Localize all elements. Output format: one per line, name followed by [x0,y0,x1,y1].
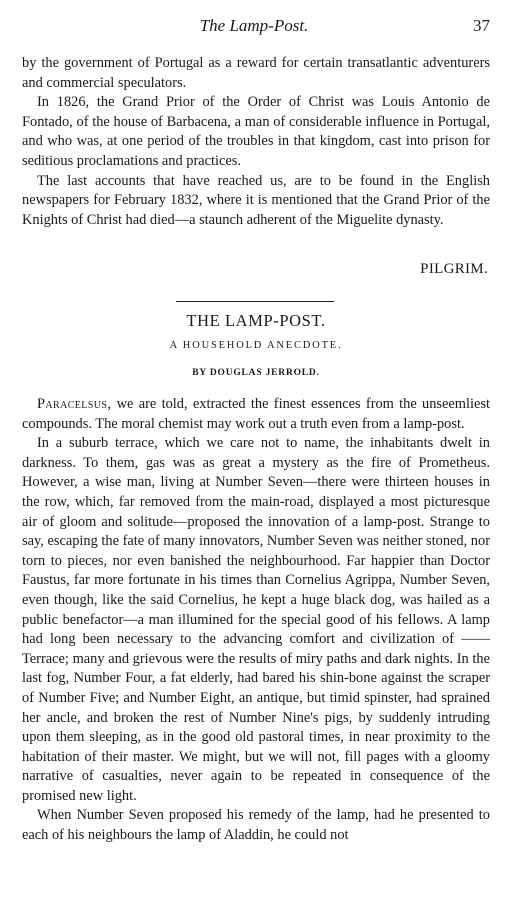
article-byline: BY DOUGLAS JERROLD. [192,368,320,378]
page-number: 37 [473,16,490,35]
article-subtitle: A HOUSEHOLD ANECDOTE. [169,340,343,351]
article-text [22,395,490,846]
paragraph: The last accounts that have reached us, are to be found in the English newspapers for February 1832, where it is mentioned that the Grand Prior of the Knights of Christ had died—a staunch adherent of the Miguelite dynasty. [22,172,490,228]
paragraph: When Number Seven proposed his remedy of the lamp, had he presented to each of his neighbours the lamp of Aladdin, he could not [22,807,490,844]
paragraph: In 1826, the Grand Prior of the Order of Christ was Louis Antonio de Fontado, of the house of Barbacena, a man of considerable influence in Portugal, and who was, at one period of the troubles in that kingdom, cast into prison for seditious proclamations and practices. [22,94,490,169]
paragraph: In a suburb terrace, which we care not to name, the inhabitants dwelt in darkness. To them, gas was as great a mystery as the fire of Prometheus. However, a wise man, living at Number Seven—there were thirteen houses in the row, which, far removed from the main-road, displayed a most picturesque air of gloom and solitude—proposed the innovation of a lamp-post. Strange to say, escaping the fate of many innovators, Number Seven was neither stoned, nor torn to pieces, nor even banished the neighbourhood. Far happier than Doctor Faustus, far more fortunate in his times than Cornelius Agrippa, Number Seven, even though, like the said Cornelius, he kept a huge black dog, was hailed as a public benefactor—a man illumined for the special good of his fellows. A lamp had long been necessary to the advancing comfort and civilization of —— Terrace; many and grievous were the results of miry paths and dark nights. In the last fog, Number Four, a fat elderly, had bared his shin-bone against the scraper of Number Five; and Number Eight, an antique, but timid spinster, had sprained her ancle, and broken the rest of Number Nine's pigs, by suddenly intruding upon them sleeping, as in the good old pastoral times, in near proximity to the habitation of their master. We might, but we will not, fill pages with a gloomy narrative of casualties, never again to be repeated in consequence of the promised new light. [22,435,490,804]
previous-article-text [22,54,490,230]
running-head [18,16,490,40]
paragraph [22,395,490,434]
paragraph: by the government of Portugal as a reward for certain transatlantic adventurers and commercial speculators. [22,55,490,91]
article-title: THE LAMP-POST. [186,311,326,330]
author-signature: PILGRIM. [420,261,488,277]
opening-word: Paracelsus, [37,396,112,412]
section-divider [176,301,334,302]
running-title: The Lamp-Post. [199,16,309,35]
paragraph-text: we are told, extracted the finest essences from the unseemliest compounds. The moral chemist may work out a truth even from a lamp-post. [22,396,490,432]
